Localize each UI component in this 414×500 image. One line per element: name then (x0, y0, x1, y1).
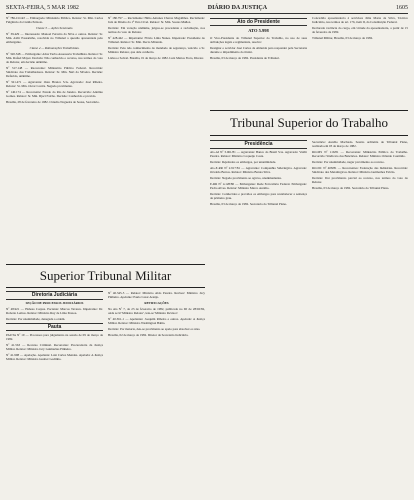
header-page-number: 1605 (395, 5, 408, 11)
stm-right-paragraph: RETIFICAÇÕES (144, 301, 169, 305)
tst-right-paragraph: Secretário: Aurélio Machado. Sessão ordinária do Tribunal Pleno, realizada em 03 de março de 1982. (312, 140, 408, 149)
column-4-paragraph: Declarada vacância do cargo, em virtude da aposentadoria, a partir de 15 de fevereiro de 1982. (312, 26, 408, 35)
page-header (6, 3, 408, 14)
column-3-paragraph: Designar o servidor José Carlos de Almeida para responder pela Secretaria durante o impedimento do titular. (210, 45, 307, 54)
tst-left-paragraph: E-RR Nº 4.128/80 — Embargante: Rede Ferroviária Federal. Embargado: Pedro Alves. Relator: Ministro Marco Aurélio. (210, 181, 307, 190)
column-1 (6, 16, 103, 260)
ato-presidente-heading: Ato do Presidente (210, 18, 307, 26)
column-2-paragraph: Decisão: Pelo não conhecimento do mandado de segurança, vencido o Sr. Ministro Relator, que dele conhecia. (108, 46, 205, 55)
tst-left-paragraph: Brasília, 03 de março de 1982. Secretaria do Tribunal Pleno. (210, 201, 288, 206)
stm-right-paragraph: Na Ata Nº 7, de 23 de fevereiro de 1982, publicada no DJ de 28/02/82, onde se lê 'Ministro Relator', leia-se 'Ministro Revisor'. (108, 306, 205, 315)
column-1-paragraph: Classe 4 — Rotinarações Trabalhistas. (29, 46, 80, 50)
column-1-paragraph: Nº 39.429 — Interessado: Manoel Ferreira da Silva e outros. Relator: Sr. Min. Aldir Passarinho, resolvida no Tribunal a questão apresentada pelo embargante. (6, 31, 103, 45)
stm-left-paragraph: Decisão: Por unanimidade, denegada a ordem. (6, 316, 66, 321)
column-1-paragraph: Nº 140.174 — Recorrente: Estado do Rio de Janeiro. Recorrido: Antônio Gomes. Relator: Sr. Min. Djaci Falcão. Decisão: Conhecido e provido. (6, 90, 103, 99)
stm-right-paragraph: Brasília, 02 de março de 1982. Diretor da Secretaria Judiciária. (108, 332, 189, 337)
column-3-paragraph: O Vice-Presidente do Tribunal Superior do Trabalho, no uso de suas atribuições legais e regimentais, resolve: (210, 35, 307, 44)
column-1-paragraph: Nº 786-CO-RJ — Embargado: Ministério Público. Relator: Sr. Min. Carlos Fulgêncio da Cunha Peixoto. (6, 16, 103, 25)
column-2-paragraph: Nº 180.797 — Reclamante: Hélio Antunes Chaves Magalhães. Reclamado: Juiz de Direito da 1ª Vara Cível. Relator: Sr. Min. Soares Muñoz. (108, 16, 205, 25)
stm-right-paragraph: Nº 40.345-5 — Relator: Ministro Aldo Pereira. Revisor: Ministro Jacy Pinheiro. Apelante: Paulo Cesar Araújo. (108, 291, 205, 300)
column-1-paragraph: Classe 3 — Ações Sexennais. (35, 26, 74, 30)
column-2-paragraph: Nº 428.442 — Impetrante: Flávio Lima Nunes. Impetrado: Presidente do Tribunal. Relator: Sr. Min. Decio Miranda. (108, 36, 205, 45)
tst-right-paragraph: RO-DC Nº 408/81 — Recorrentes: Federação das Indústrias. Recorrido: Sindicato dos Metalúrgicos. Relator: Ministro Guimarães Falcão. (312, 165, 408, 174)
column-4-top (312, 16, 408, 104)
tst-left-paragraph: Decisão: Negado provimento ao agravo, unanimemente. (210, 175, 282, 180)
tst-right-paragraph: Decisão: Por unanimidade, negar provimento ao recurso. (312, 160, 385, 164)
stm-column-right (108, 291, 205, 491)
column-2-paragraph: Lisboa e Sobral. Brasília, 01 de março de 1982. Luiz Mattos Frota, Diretor. (108, 56, 204, 60)
column-3-top (210, 16, 307, 104)
stm-left-paragraph: SEÇÃO DE PROCESSOS JUDICIÁRIOS (25, 301, 84, 305)
pauta-heading: Pauta (6, 323, 103, 331)
column-4-paragraph: Tribunal Militar, Brasília, 03 de março de 1982. (312, 36, 374, 40)
stm-left-paragraph: PAUTA Nº 19 — Processos para julgamento na sessão de 09 de março de 1982. (6, 333, 103, 342)
header-date: SEXTA-FEIRA, 5 MAR 1982 (6, 5, 79, 11)
tst-banner: Tribunal Superior do Trabalho (210, 110, 408, 136)
stm-right-paragraph: Nº 40.361-1 — Apelantes: Joaquim Ribeiro e outros. Apelada: A Justiça Militar. Relator: Ministro Washington Bahia. (108, 316, 205, 325)
tst-left-paragraph: AG-AI Nº 3.061/81 — Agravante: Banco do Brasil S/A. Agravado: Valdir Pereira. Relator: Ministro Coqueijo Costa. (210, 150, 307, 159)
column-3-paragraph: Brasília, 03 de março de 1982. Presidente do Tribunal. (210, 55, 280, 60)
diretoria-heading: Diretoria Judiciária (6, 291, 103, 300)
tst-column-left (210, 150, 307, 490)
stm-left-paragraph: Nº 41.998 — Apelação. Apelante: Luiz Carlos Mendes. Apelada: A Justiça Militar. Relator: Ministro Gualter Godinho. (6, 353, 103, 362)
stm-left-paragraph: Nº 48.921 — Habeas Corpus. Paciente: Marcos Tavares. Impetrante: Dr. Roberto Lemos. Relator: Ministro Ruy de Lima Pessoa. (6, 306, 103, 315)
column-1-paragraph: Nº 320.348 — Embargante: Atlas Turbo Assessoria Trabalhista. Relator: Sr. Min. Rafael Mayer. Decisão: Não conhecido o recurso, nos termos do voto do Relator, em decisão unânime. (6, 51, 103, 65)
column-4-paragraph: Concedida aposentadoria à servidora Júlia Maria da Silva, Técnico Judiciário, nos termos do art. 176, item II, da Constituição Federal. (312, 16, 408, 25)
tst-right-paragraph: RO-MS Nº 116/81 — Recorrente: Ministério Público do Trabalho. Recorrido: Sindicato dos Bancários. Relator: Ministro Orlando Coutinho. (312, 150, 408, 159)
stm-banner: Superior Tribunal Militar (6, 264, 205, 288)
column-1-paragraph: Nº 317.148 — Recorrente: Ministério Público Federal. Recorrido: Sindicato dos Trabalhadores. Relator: Sr. Min. Néri da Silveira. Decisão: Deferido, unânime. (6, 66, 103, 79)
column-2-paragraph: Decisão: Em votação unânime, julgou-se procedente a reclamação, nos termos do voto do Relator. (108, 26, 205, 35)
ato-number: ATO 5.998 (248, 28, 269, 34)
tst-right-paragraph: Decisão: Dar provimento parcial ao recurso, nos termos do voto do Relator. (312, 175, 408, 184)
stm-left-paragraph: Nº 41.563 — Recurso Criminal. Recorrente: Procuradoria da Justiça Militar. Relator: Ministro Jacy Guimarães Pinheiro. (6, 343, 103, 352)
tst-left-paragraph: AG-E-RR Nº 2.917/81 — Agravante: Companhia Siderúrgica. Agravado: Osvaldo Barros. Relator: Ministro Barata Silva. (210, 165, 307, 174)
column-1-paragraph: Nº 321.471 — Agravante: Ouro Branco S/A. Agravado: José Ribeiro. Relator: Sr. Min. Oscar Corrêa. Negado provimento. (6, 80, 103, 89)
column-2 (108, 16, 205, 260)
column-1-paragraph: Brasília, 28 de fevereiro de 1982. Cláudio Nogueira de Sousa, Secretário. (6, 100, 100, 105)
tst-left-paragraph: Decisão: Conhecidos e providos os embargos para restabelecer a sentença de primeiro grau. (210, 191, 307, 200)
presidencia-heading: Presidência (210, 140, 307, 149)
tst-column-right (312, 140, 408, 490)
tst-right-paragraph: Brasília, 03 de março de 1982. Secretário do Tribunal Pleno. (312, 185, 390, 190)
header-title: DIÁRIO DA JUSTIÇA (207, 5, 268, 11)
tst-left-paragraph: Decisão: Rejeitados os embargos, por unanimidade. (210, 160, 277, 164)
stm-column-left (6, 301, 103, 491)
stm-right-paragraph: Decisão: Por maioria, deu-se provimento ao apelo para absolver os réus. (108, 326, 201, 331)
